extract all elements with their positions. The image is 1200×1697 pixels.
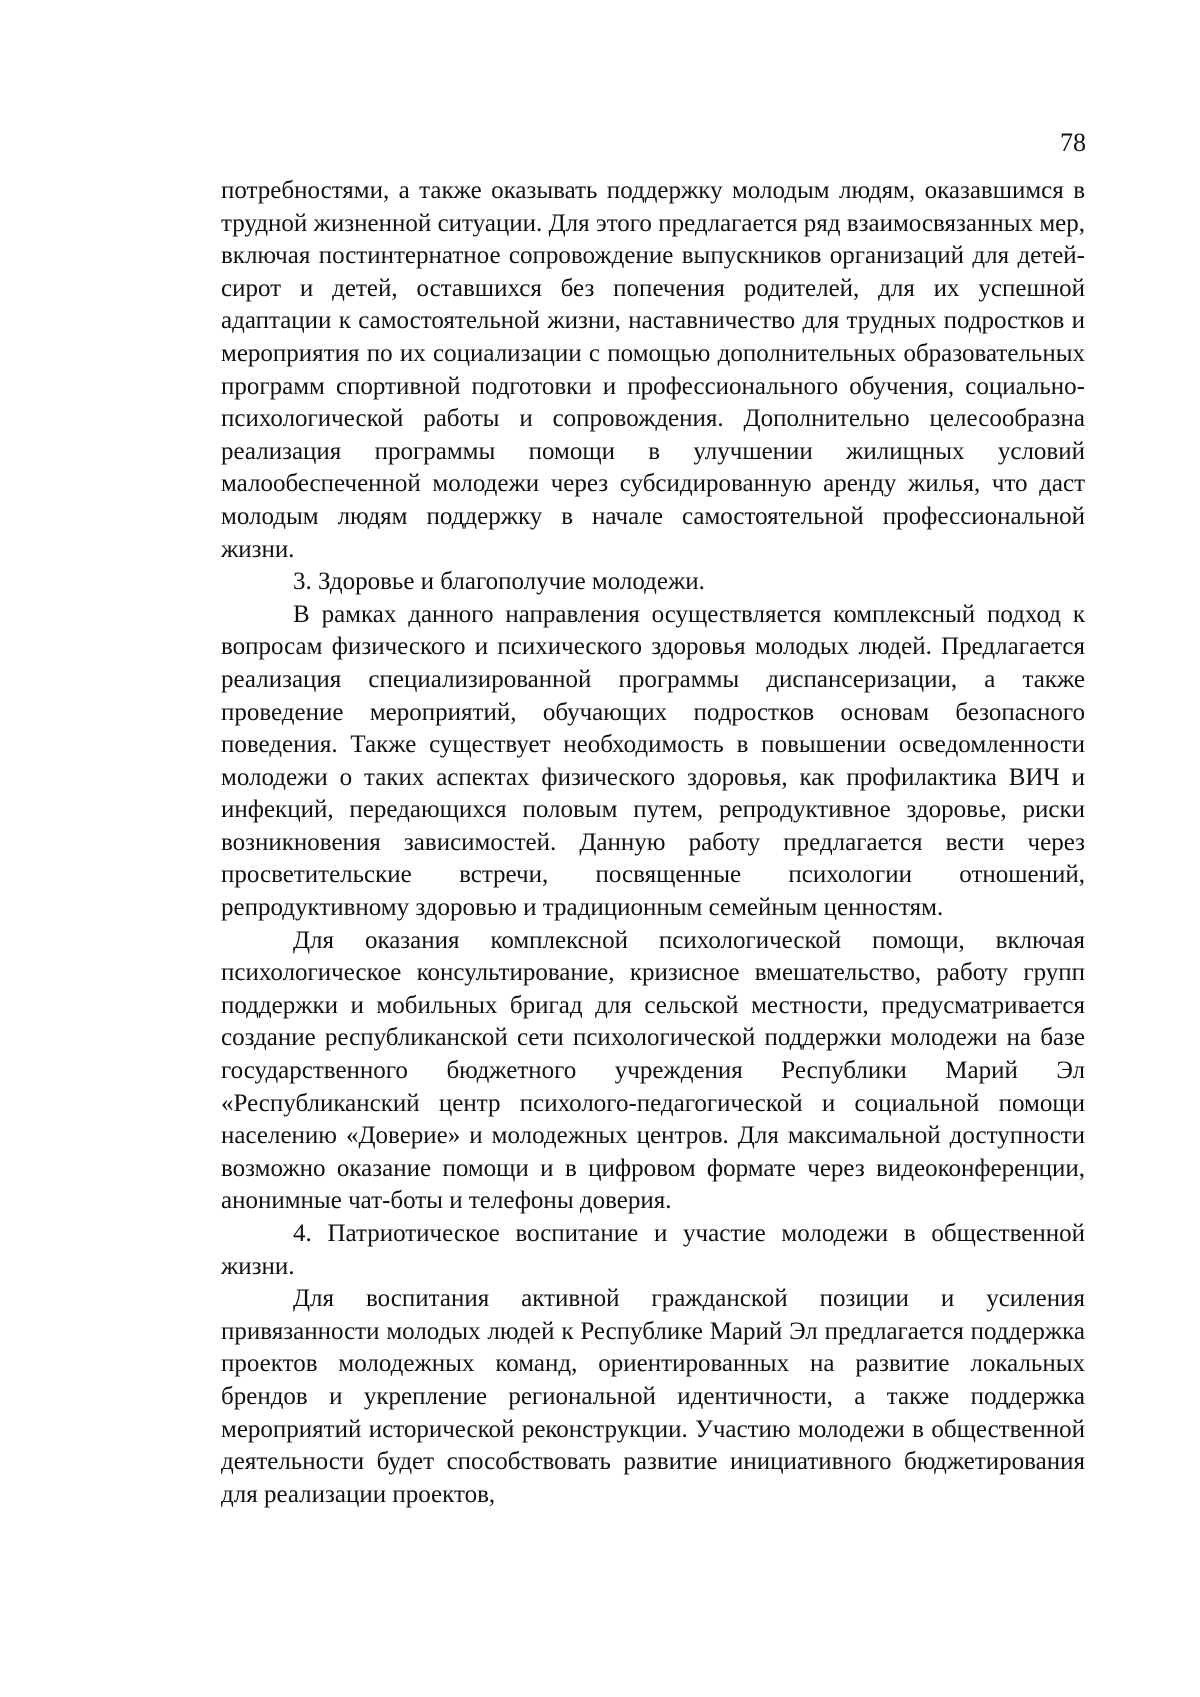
document-body [221, 175, 1085, 1511]
paragraph-support-measures: потребностями, а также оказывать поддержку молодым людям, оказавшимся в трудной жизненной ситуации. Для этого предлагается ряд взаимосвязанных мер, включая постинтернатное сопровождение выпускников организаций для детей-сирот и детей, оставшихся без попечения родителей, для их успешной адаптации к самостоятельной жизни, наставничество для трудных подростков и мероприятия по их социализации с помощью дополнительных образовательных программ спортивной подготовки и профессионального обучения, социально-психологической работы и сопровождения. Дополнительно целесообразна реализация программы помощи в улучшении жилищных условий малообеспеченной молодежи через субсидированную аренду жилья, что даст молодым людям поддержку в начале самостоятельной профессиональной жизни. [221, 177, 1085, 563]
page-number: 78 [1060, 128, 1086, 157]
section-heading-health: 3. Здоровье и благополучие молодежи. [293, 568, 705, 596]
paragraph-psychological-help: Для оказания комплексной психологической помощи, включая психологическое консультирование, кризисное вмешательство, работу групп поддержки и мобильных бригад для сельской местности, предусматривается создание республиканской сети психологической поддержки молодежи на базе государственного бюджетного учреждения Республики Марий Эл «Республиканский центр психолого-педагогической и социальной помощи населению «Доверие» и молодежных центров. Для максимальной доступности возможно оказание помощи и в цифровом формате через видеоконференции, анонимные чат-боты и телефоны доверия. [221, 926, 1085, 1215]
paragraph-civic-position: Для воспитания активной гражданской позиции и усиления привязанности молодых людей к Республике Марий Эл предлагается поддержка проектов молодежных команд, ориентированных на развитие локальных брендов и укрепление региональной идентичности, а также поддержка мероприятий исторической реконструкции. Участию молодежи в общественной деятельности будет способствовать развитие инициативного бюджетирования для реализации проектов, [221, 1285, 1085, 1508]
paragraph-health-approach: В рамках данного направления осуществляется комплексный подход к вопросам физического и психического здоровья молодых людей. Предлагается реализация специализированной программы диспансеризации, а также проведение мероприятий, обучающих подростков основам безопасного поведения. Также существует необходимость в повышении осведомленности молодежи о таких аспектах физического здоровья, как профилактика ВИЧ и инфекций, передающихся половым путем, репродуктивное здоровье, риски возникновения зависимостей. Данную работу предлагается вести через просветительские встречи, посвященные психологии отношений, репродуктивному здоровью и традиционным семейным ценностям. [221, 600, 1085, 922]
section-heading-patriotic: 4. Патриотическое воспитание и участие молодежи в общественной жизни. [221, 1220, 1085, 1280]
